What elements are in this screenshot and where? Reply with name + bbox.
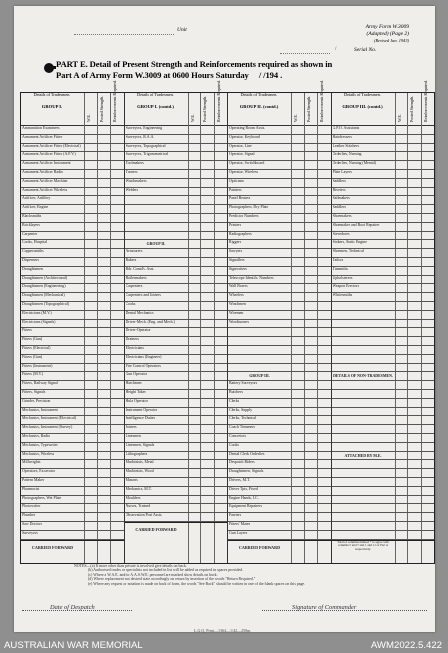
carried-forward-label: Total of columns marked * to agree with columns 5 and 7 and 1 and 11 of Part A respectively. xyxy=(337,540,389,551)
trade-label: Joiners xyxy=(125,425,137,430)
date-of-despatch-label: Date of Despatch xyxy=(50,604,95,611)
trade-label: Armament Artificer Radio xyxy=(22,170,64,174)
trade-label: Carpenters and Joiners xyxy=(125,293,161,298)
trade-label: Leather Stitchers xyxy=(332,143,359,148)
trade-label: Battery Surveyors xyxy=(229,381,258,386)
trade-label: Driver-Mech. (Eng. and Mech.) xyxy=(125,319,175,324)
trade-label: Armament Artificer Wireless xyxy=(22,187,68,192)
trade-label: Welders xyxy=(125,187,139,192)
trade-label: Operator, Switchboard xyxy=(229,161,265,166)
trade-label: Intelligence Duties xyxy=(125,416,155,421)
trade-label: Riveters xyxy=(332,187,346,192)
trade-label: Electricians xyxy=(125,346,144,350)
trade-label: Artificer, Engine xyxy=(22,205,49,210)
trade-label: Toolmakers xyxy=(125,161,144,166)
trade-label: Photographers, Dry Plate xyxy=(229,205,269,210)
trade-label: Surveyors, Engineering xyxy=(125,126,163,130)
trade-label: Gun Layers xyxy=(229,530,248,535)
trade-label: Operator, Keyboard xyxy=(229,134,260,139)
trade-label: Upholsterers xyxy=(332,275,353,280)
group-label: GROUP I. xyxy=(41,103,63,109)
trade-label: Fitters (Gun) xyxy=(22,354,43,359)
trade-label: Surveyors, R.A.A. xyxy=(125,134,155,139)
trade-label: Tailors xyxy=(332,258,344,262)
carried-forward-label: CARRIED FORWARD xyxy=(238,545,281,550)
trade-label: Linesmen, Signals xyxy=(125,442,155,447)
details-label: Details of Tradesmen. xyxy=(137,92,174,97)
trade-label: Weapon Erectors xyxy=(332,284,360,289)
trade-label: Wiremen xyxy=(229,310,244,315)
trade-label: Height Taker xyxy=(125,390,146,394)
trade-label: Moulders xyxy=(125,495,141,500)
trade-label: Coppersmiths xyxy=(22,249,44,254)
title-text: Part A of Army Form W.3009 at 0600 Hours Saturday xyxy=(56,70,249,80)
trade-label: GROUP II. xyxy=(146,242,166,247)
unit-label: Unit xyxy=(177,27,187,33)
archive-caption: AUSTRALIAN WAR MEMORIAL xyxy=(4,640,143,651)
trade-label: Farriers xyxy=(229,513,242,518)
trade-label: Fitters, Railway Signal xyxy=(22,381,58,386)
trade-label: Signwriters xyxy=(229,266,247,271)
note-line: (d) Where replacement not desired state accordingly on return by insertion of the words "Return Required." xyxy=(88,577,256,582)
trade-label: Turners xyxy=(125,170,138,174)
sub-header-label: Reinforcements Required. xyxy=(422,80,428,122)
trade-label: Clerks, Technical xyxy=(229,416,257,421)
trade-label: Gun Operator xyxy=(125,372,147,377)
trade-label: GROUP III. xyxy=(249,374,270,379)
trade-label: Draughtsmen (Topographical) xyxy=(22,302,69,306)
trade-label: Operator, Wireless xyxy=(229,170,259,174)
trade-label: Carpenters xyxy=(125,284,143,289)
trade-label: Cooks xyxy=(229,442,239,447)
trade-label: Cooks xyxy=(125,302,136,306)
trade-label: Mechanics, Radio xyxy=(22,434,51,438)
serial-slash: / xyxy=(335,47,337,52)
details-label: Details of Tradesmen. xyxy=(33,92,71,97)
trade-label: Fire Control Operators xyxy=(125,363,161,368)
trade-label: DETAILS OF NON-TRADESMEN. xyxy=(333,374,393,379)
trade-label: Shoemaker and Boot Repairer xyxy=(332,222,380,227)
trade-label: Armament Artificer Fitter (A.F.V.) xyxy=(22,152,76,157)
trade-label: Bricklayers xyxy=(22,222,40,227)
carried-forward-label: CARRIED FORWARD xyxy=(135,528,177,532)
carried-forward-label: CARRIED FORWARD xyxy=(31,545,74,550)
trade-label: Operators, Excavator xyxy=(22,469,56,474)
trade-label: Cooks, Hospital xyxy=(22,240,48,245)
trade-label: Hatchmen xyxy=(125,381,142,386)
trade-label: Artificer, Artillery xyxy=(22,196,51,201)
trade-label: Printers xyxy=(229,222,242,227)
trade-label: G.P.O. Assistants xyxy=(332,126,360,130)
trade-label: Surveyors, Trigonometrical xyxy=(125,152,169,157)
title-date: / /194 . xyxy=(258,70,283,80)
trade-label: Wheelers xyxy=(229,293,244,298)
trade-label: Saddlers xyxy=(332,178,346,183)
sub-header-label: Posted Strength. xyxy=(98,95,104,122)
trade-label: Fitters' Mates xyxy=(229,522,251,526)
sub-header-label: Posted Strength. xyxy=(409,95,414,122)
trade-label: Orderlies, Nursing (Mental) xyxy=(332,161,377,166)
title-line-2 xyxy=(56,70,282,80)
trade-label: Photowriter xyxy=(22,504,41,509)
details-label: Details of Tradesmen. xyxy=(240,92,278,97)
serial-line-left xyxy=(280,45,330,54)
trade-label: Draughtsmen (Engineering) xyxy=(22,284,66,289)
trade-label: Observation Post Assts. xyxy=(125,513,163,518)
trade-label: Armament Artificer Machine xyxy=(22,178,68,183)
trade-label: Draughtsmen xyxy=(22,266,43,271)
trade-label: Sailmakers xyxy=(332,196,350,201)
trade-label: Opticians xyxy=(229,178,244,183)
group-label: GROUP II. (contd.) xyxy=(239,103,279,109)
trade-label: Engine Hands, I.C. xyxy=(229,495,259,500)
trade-label: Boilermakers xyxy=(125,275,147,280)
trade-label: Carpenter xyxy=(22,231,38,236)
trade-label: Mechanics, Typewriter xyxy=(22,442,58,447)
trade-label: Millwrights xyxy=(22,460,41,465)
trade-label: Armament Artificer Fitter xyxy=(22,134,63,139)
trade-label: Painters xyxy=(229,187,242,192)
trade-label: Hairdressers xyxy=(332,134,352,139)
trade-label: Fitters, Signals xyxy=(22,390,46,394)
trade-label: Masons xyxy=(125,478,138,482)
form-reference xyxy=(319,24,409,44)
details-label: Details of Tradesmen. xyxy=(344,92,381,97)
trade-label: ATTACHED BY M.E. xyxy=(344,453,382,458)
trade-label: Fitters (Instrument) xyxy=(22,363,53,368)
trade-label: Electricians (Signals) xyxy=(22,319,56,324)
trade-label: Saddlers xyxy=(332,205,346,210)
trade-label: Woodturners xyxy=(229,319,249,324)
print-reference: L.G.Q. Print—1364—1/42—250m. xyxy=(194,628,252,633)
sub-header-label: W.E. xyxy=(86,114,91,122)
trade-label: Telescope Identifs. Numbers xyxy=(229,275,274,280)
trade-label: Mechanics, Wireless xyxy=(22,451,55,456)
trade-label: Bakers xyxy=(125,258,137,262)
trade-label: Dental Mechanics xyxy=(125,310,154,315)
trade-label: Saw Doctors xyxy=(22,522,42,526)
trade-label: Wall Borers xyxy=(229,284,248,289)
trade-label: Ammunition Examiners xyxy=(22,126,60,130)
trade-label: Armament Artificer Instrument xyxy=(22,161,71,166)
trade-label: Armourers xyxy=(125,249,143,254)
serial-label: Serial No. xyxy=(354,47,377,53)
sub-header-label: Reinforcements Required. xyxy=(215,80,221,122)
trade-label: Stokers, Static Engine xyxy=(332,240,367,245)
trade-label: Fitters xyxy=(22,328,32,333)
trade-label: Pattern Maker xyxy=(22,478,45,482)
trade-label: Whitesmiths xyxy=(332,293,353,298)
trade-label: Radiographers xyxy=(229,231,252,236)
trade-label: Coach Trimmers xyxy=(229,425,256,430)
trade-label: Fitters (M.V.) xyxy=(22,372,44,377)
trade-label: Operating Room Assts. xyxy=(229,126,266,130)
trade-label: Orderlies, Nursing xyxy=(332,152,362,157)
sub-header-label: Posted Strength. xyxy=(202,95,207,122)
trade-label: Hula Operator xyxy=(125,398,148,403)
archive-reference: AWM2022.5.422 xyxy=(370,640,442,651)
table-frame xyxy=(20,80,435,564)
trade-label: Clerks xyxy=(229,398,240,403)
trade-label: Machinists, Wood xyxy=(125,469,154,474)
trade-label: Sawyers xyxy=(229,249,243,254)
trade-label: Drainers xyxy=(125,337,139,342)
trade-label: Machinists, Metal xyxy=(125,460,154,465)
sub-header-label: Posted Strength. xyxy=(305,95,311,122)
trade-label: Concretors xyxy=(229,434,247,438)
trade-label: Operator, Line xyxy=(229,143,252,148)
trade-label: Stevedores xyxy=(332,231,350,236)
trade-label: Butchers xyxy=(229,390,243,394)
note-line: (e) Where any request or notation is made on back of form, the words "See Back" should be written in one of the blank spaces on this page. xyxy=(88,581,306,586)
trade-label: Plumber xyxy=(22,513,36,518)
trade-label: Drivers, M.T. xyxy=(229,478,251,482)
trade-label: Clerks, Supply xyxy=(229,407,253,412)
trade-label: Fitters (Gun) xyxy=(22,337,43,342)
sub-header-label: W.E. xyxy=(293,114,298,122)
form-sheet xyxy=(14,6,435,632)
form-notes xyxy=(74,564,404,586)
trade-label: Shoemen, Technical xyxy=(332,249,364,254)
form-revised: (Revised Jan. 1943) xyxy=(374,37,409,43)
trade-label: Armament Artificer Fitter (Electrical) xyxy=(22,143,81,148)
trade-label: Dispensers xyxy=(22,258,40,262)
trade-label: Fitters (Electrical) xyxy=(22,346,51,350)
title-line-1: PART E. Detail of Present Strength and Reinforcements required as shown in xyxy=(56,59,333,69)
trade-label: Tinsmiths xyxy=(332,266,348,271)
trade-label: Draughtsmen (Mechanical) xyxy=(22,293,65,298)
note-line: NOTES—(a) If more other than private is involved give details on back. xyxy=(74,564,187,568)
trade-label: Grinder, Precision xyxy=(22,398,51,403)
pointing-hand-icon xyxy=(44,63,54,73)
sub-header-label: Reinforcements Required. xyxy=(112,80,117,122)
strength-table xyxy=(20,80,435,564)
signature-label: Signature of Commander xyxy=(292,604,357,611)
trade-label: Signallers xyxy=(229,258,245,262)
trade-label: Draughtsmen (Architectural) xyxy=(22,275,68,280)
trade-label: Equipment Repairers xyxy=(229,504,262,509)
trade-label: Instrument Operator xyxy=(125,407,158,412)
trade-label: Driver Tpts, Fixed xyxy=(229,486,258,491)
trade-label: Nurses, Trained xyxy=(125,504,151,509)
trade-label: Pharmacist xyxy=(22,486,40,491)
trade-label: Electricians (Engineer) xyxy=(125,354,162,359)
trade-label: Blacksmiths xyxy=(22,214,42,218)
sub-header-label: Reinforcements Required. xyxy=(319,80,324,122)
trade-label: Draughtsmen, Signals xyxy=(229,469,264,474)
trade-label: Bdr. Comd's. Asst. xyxy=(125,266,155,271)
trade-label: Mechanics, M.T. xyxy=(125,486,152,491)
trade-label: Photographers, Wet Plate xyxy=(22,495,62,500)
trade-label: Shoemakers xyxy=(332,214,352,218)
trade-label: Electricians (M.V.) xyxy=(22,310,52,315)
trade-label: Driver-Operator xyxy=(125,328,151,333)
trade-label: Plate Layers xyxy=(332,170,352,174)
group-label: GROUP III. (contd.) xyxy=(342,103,383,109)
trade-label: Surveyors, Topographical xyxy=(125,143,166,148)
unit-line xyxy=(74,26,174,35)
trade-label: Mechanics, Instrument xyxy=(22,407,58,412)
note-line: (c) Where a W.A.E. and/or A.A.S.W.E. personnel are marked show details on back. xyxy=(88,572,218,577)
trade-label: Dental Clerk Orderlies xyxy=(229,451,265,456)
trade-label: Mechanics, Instrument (Survey) xyxy=(22,425,73,430)
note-line: (b) Authorised trades or specialists not included in list will be added as required in spaces provided. xyxy=(88,568,244,573)
trade-label: Winchmen xyxy=(229,302,246,306)
form-adapted: (Adapted) (Page 2) xyxy=(366,30,409,37)
trade-label: Watchmakers xyxy=(125,178,147,183)
trade-label: Despatch Riders xyxy=(229,460,255,465)
trade-label: Predictor Numbers xyxy=(229,214,259,218)
trade-label: Riggers xyxy=(229,240,242,245)
trade-label: Mechanics, Instrument (Electrical) xyxy=(22,416,77,421)
trade-label: Linesmen xyxy=(125,434,141,438)
trade-label: Panel Beaters xyxy=(229,196,251,201)
trade-label: Surveyors xyxy=(22,530,38,535)
sub-header-label: W.E. xyxy=(189,114,195,122)
trade-label: Operator, Signal xyxy=(229,152,255,157)
group-label: GROUP I. (contd.) xyxy=(137,103,174,109)
sub-header-label: W.E. xyxy=(396,114,402,122)
trade-label: Lithographers xyxy=(125,451,148,456)
form-header xyxy=(14,6,435,80)
form-name: Army Form W.3009 xyxy=(365,24,409,30)
